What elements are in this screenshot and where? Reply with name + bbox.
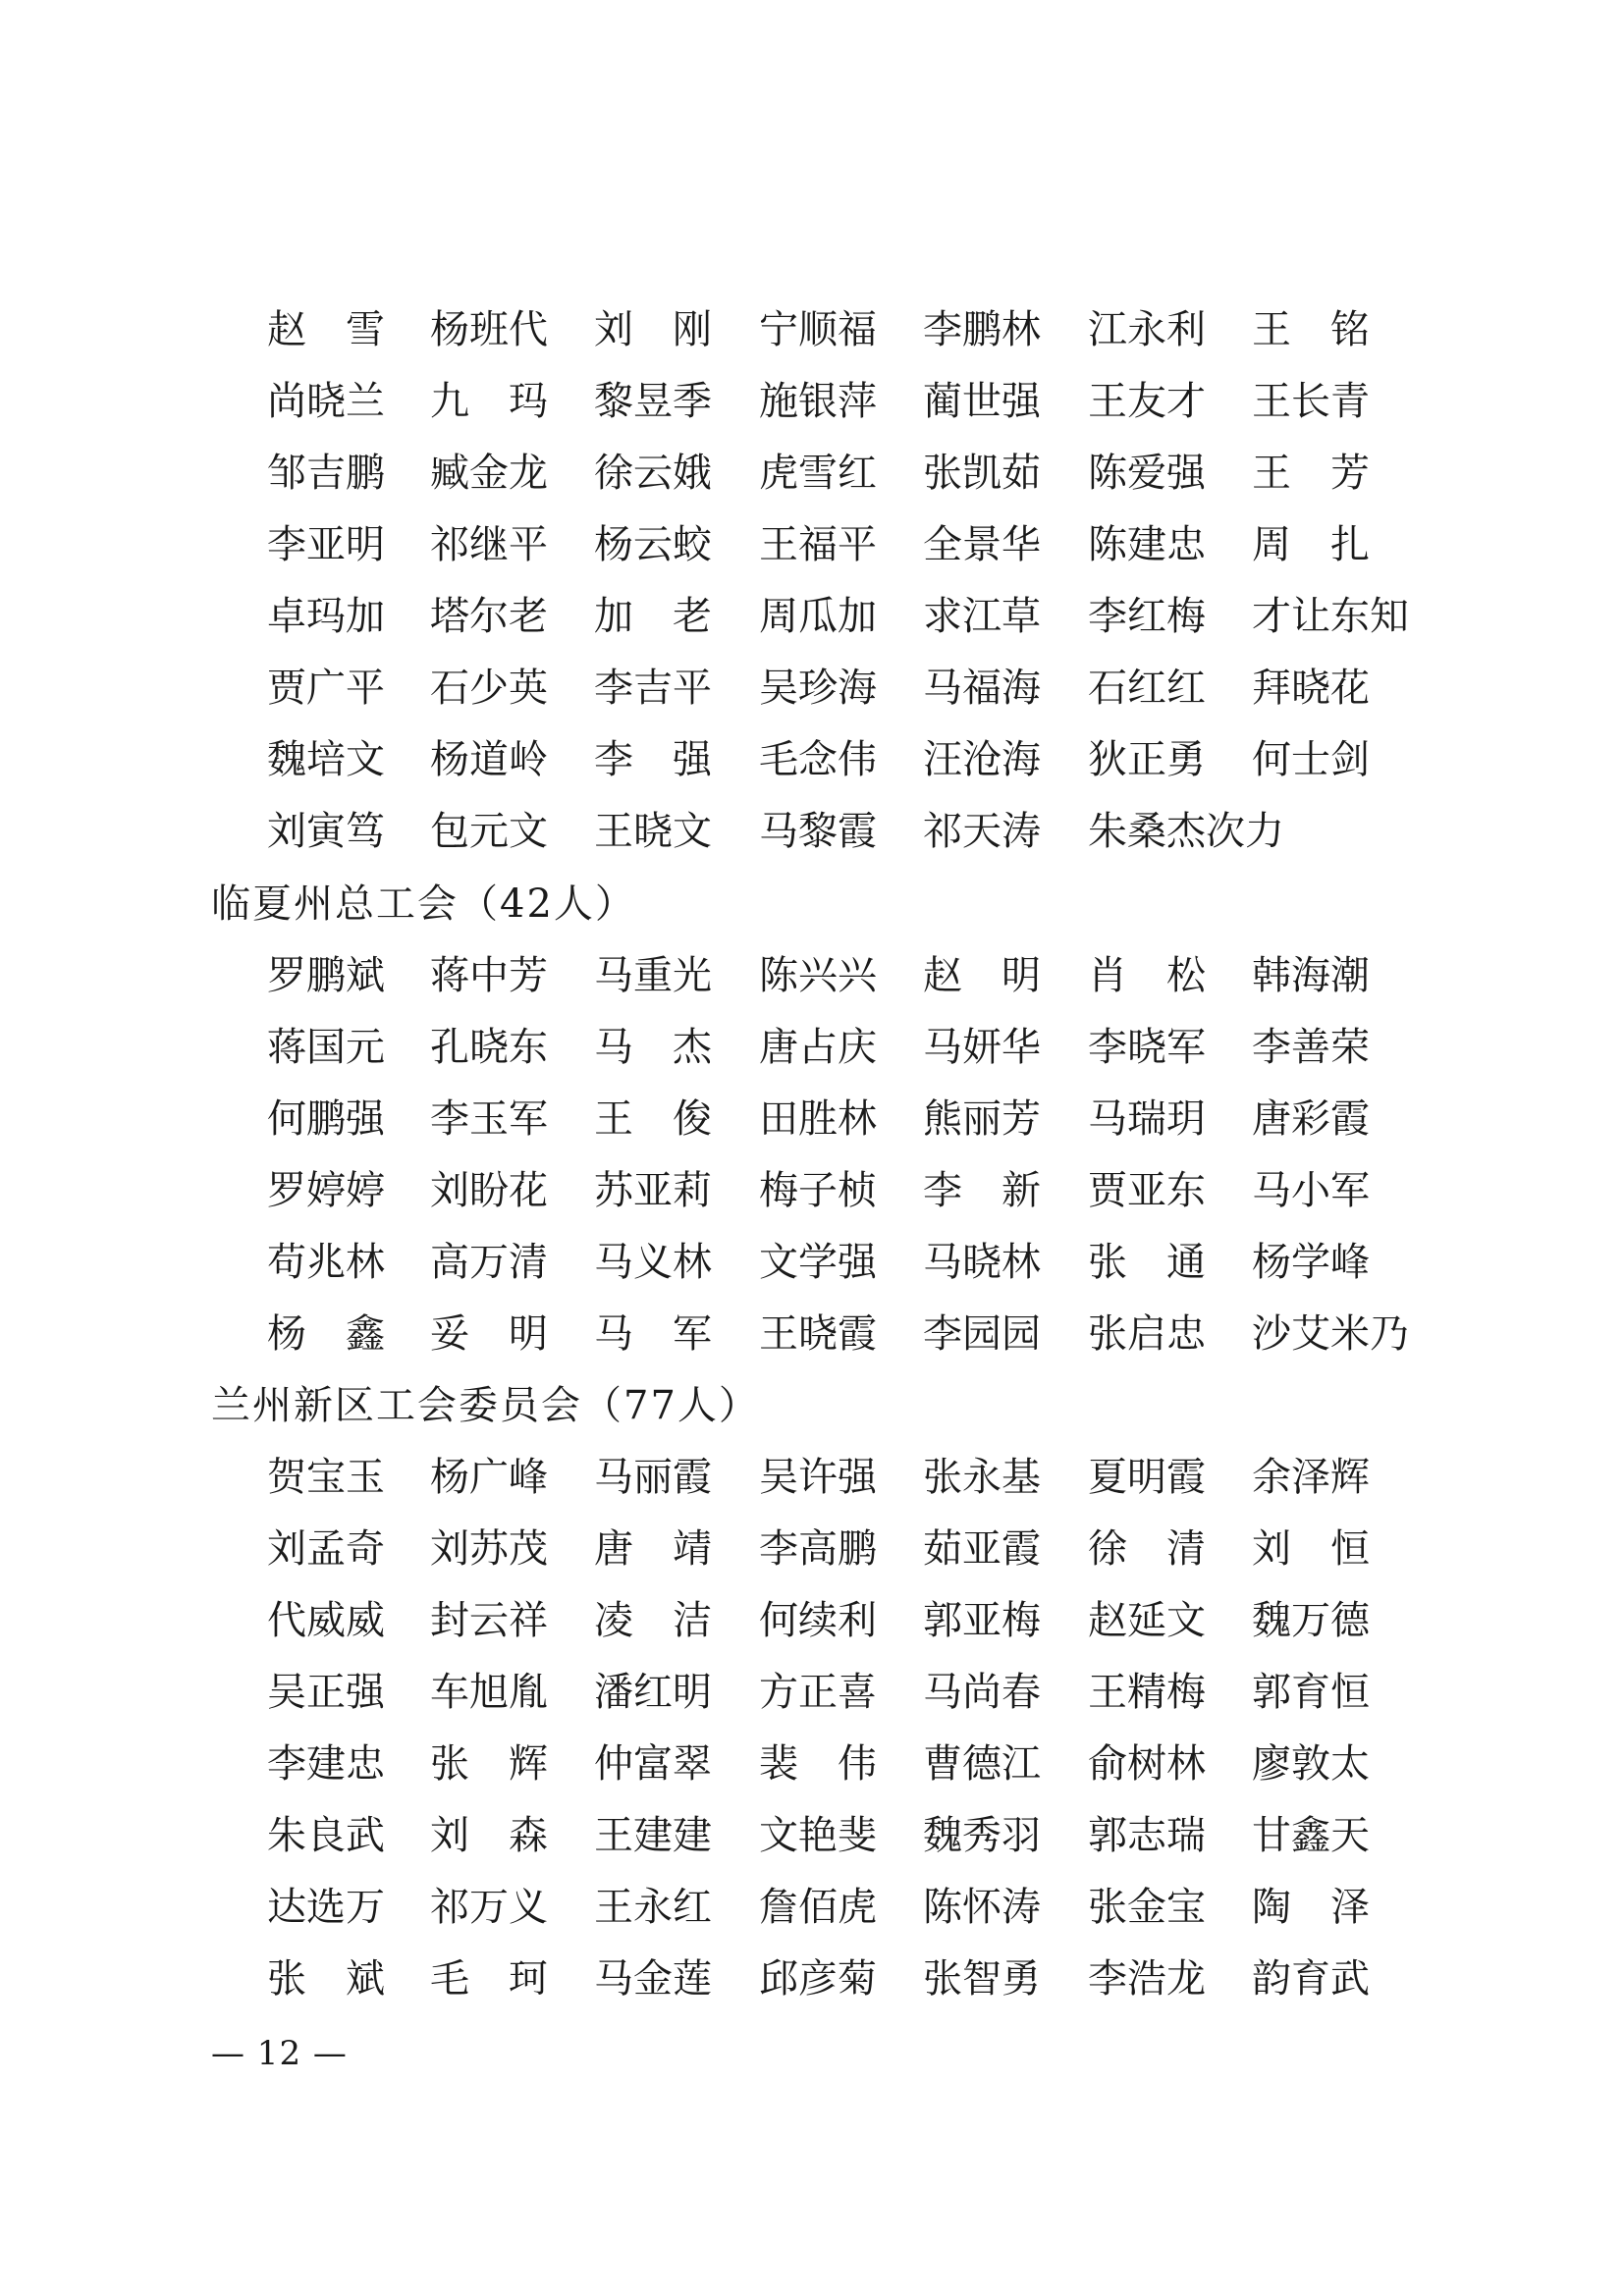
person-name: 苏亚莉	[594, 1168, 712, 1213]
person-name: 邱彦菊	[759, 1956, 877, 2002]
person-name: 施银萍	[759, 379, 877, 424]
person-name: 马瑞玥	[1088, 1096, 1206, 1142]
person-name: 石红红	[1088, 666, 1206, 711]
person-name: 杨 鑫	[267, 1311, 385, 1357]
person-name: 李亚明	[267, 522, 385, 567]
person-name: 肖 松	[1088, 953, 1206, 998]
person-name: 马 军	[594, 1311, 712, 1357]
person-name: 王精梅	[1088, 1670, 1206, 1715]
person-name: 马妍华	[923, 1025, 1041, 1070]
person-name: 李红梅	[1088, 594, 1206, 639]
person-name: 俞树林	[1088, 1741, 1206, 1787]
person-name: 魏万德	[1252, 1598, 1370, 1643]
person-name: 文艳斐	[759, 1813, 877, 1858]
person-name: 魏培文	[267, 737, 385, 782]
section-heading-linxia: 临夏州总工会（42人）	[211, 881, 636, 927]
name-row	[0, 509, 1624, 581]
person-name: 张永基	[923, 1455, 1041, 1500]
person-name: 赵 明	[923, 953, 1041, 998]
person-name: 杨学峰	[1252, 1240, 1370, 1285]
person-name: 加 老	[594, 594, 712, 639]
name-row	[0, 294, 1624, 366]
name-row	[0, 1800, 1624, 1872]
person-name: 潘红明	[594, 1670, 712, 1715]
person-name: 王建建	[594, 1813, 712, 1858]
person-name: 张启忠	[1088, 1311, 1206, 1357]
person-name: 张凯茹	[923, 451, 1041, 496]
person-name: 罗婷婷	[267, 1168, 385, 1213]
name-row	[0, 1657, 1624, 1729]
person-name: 包元文	[430, 809, 548, 854]
person-name: 杨广峰	[430, 1455, 548, 1500]
name-row	[0, 653, 1624, 724]
section-heading-lanzhou-new-area: 兰州新区工会委员会（77人）	[211, 1383, 760, 1428]
person-name: 李建忠	[267, 1741, 385, 1787]
person-name: 刘盼花	[430, 1168, 548, 1213]
person-name: 王友才	[1088, 379, 1206, 424]
person-name: 吴珍海	[759, 666, 877, 711]
person-name: 凌 洁	[594, 1598, 712, 1643]
person-name: 马晓林	[923, 1240, 1041, 1285]
name-row	[0, 724, 1624, 796]
person-name: 汪沧海	[923, 737, 1041, 782]
person-name: 达选万	[267, 1885, 385, 1930]
person-name: 陈兴兴	[759, 953, 877, 998]
name-row	[0, 940, 1624, 1012]
person-name: 郭亚梅	[923, 1598, 1041, 1643]
person-name: 王晓霞	[759, 1311, 877, 1357]
person-name: 李 强	[594, 737, 712, 782]
name-list-section-lanzhou-new-area	[0, 1442, 1624, 2015]
person-name: 蒋中芳	[430, 953, 548, 998]
person-name: 张智勇	[923, 1956, 1041, 2002]
person-name: 朱良武	[267, 1813, 385, 1858]
name-row	[0, 1872, 1624, 1944]
person-name: 朱桑杰次力	[1088, 809, 1284, 854]
person-name: 王 铭	[1252, 307, 1370, 352]
person-name: 余泽辉	[1252, 1455, 1370, 1500]
person-name: 方正喜	[759, 1670, 877, 1715]
person-name: 马义林	[594, 1240, 712, 1285]
person-name: 毛 珂	[430, 1956, 548, 2002]
person-name: 陈怀涛	[923, 1885, 1041, 1930]
person-name: 马尚春	[923, 1670, 1041, 1715]
person-name: 陈爱强	[1088, 451, 1206, 496]
person-name: 魏秀羽	[923, 1813, 1041, 1858]
person-name: 张 通	[1088, 1240, 1206, 1285]
person-name: 蔺世强	[923, 379, 1041, 424]
person-name: 徐云娥	[594, 451, 712, 496]
name-row	[0, 1155, 1624, 1227]
person-name: 九 玛	[430, 379, 548, 424]
person-name: 蒋国元	[267, 1025, 385, 1070]
person-name: 唐占庆	[759, 1025, 877, 1070]
person-name: 韵育武	[1252, 1956, 1370, 2002]
person-name: 夏明霞	[1088, 1455, 1206, 1500]
person-name: 高万清	[430, 1240, 548, 1285]
name-row	[0, 1585, 1624, 1657]
person-name: 王长青	[1252, 379, 1370, 424]
person-name: 赵延文	[1088, 1598, 1206, 1643]
name-row	[0, 1514, 1624, 1585]
person-name: 韩海潮	[1252, 953, 1370, 998]
person-name: 封云祥	[430, 1598, 548, 1643]
person-name: 张 辉	[430, 1741, 548, 1787]
name-list-section-linxia	[0, 940, 1624, 1370]
person-name: 李玉军	[430, 1096, 548, 1142]
person-name: 甘鑫天	[1252, 1813, 1370, 1858]
person-name: 贾广平	[267, 666, 385, 711]
person-name: 吴许强	[759, 1455, 877, 1500]
person-name: 马小军	[1252, 1168, 1370, 1213]
person-name: 马 杰	[594, 1025, 712, 1070]
person-name: 马金莲	[594, 1956, 712, 2002]
person-name: 刘 森	[430, 1813, 548, 1858]
person-name: 李吉平	[594, 666, 712, 711]
person-name: 周瓜加	[759, 594, 877, 639]
person-name: 孔晓东	[430, 1025, 548, 1070]
person-name: 毛念伟	[759, 737, 877, 782]
person-name: 代威威	[267, 1598, 385, 1643]
name-row	[0, 1442, 1624, 1514]
name-row	[0, 438, 1624, 509]
person-name: 马重光	[594, 953, 712, 998]
person-name: 熊丽芳	[923, 1096, 1041, 1142]
person-name: 卓玛加	[267, 594, 385, 639]
person-name: 詹佰虎	[759, 1885, 877, 1930]
person-name: 李浩龙	[1088, 1956, 1206, 2002]
person-name: 石少英	[430, 666, 548, 711]
person-name: 沙艾米乃	[1252, 1311, 1409, 1357]
person-name: 尚晓兰	[267, 379, 385, 424]
person-name: 杨班代	[430, 307, 548, 352]
page-number: — 12 —	[211, 2034, 348, 2073]
person-name: 苟兆林	[267, 1240, 385, 1285]
person-name: 周 扎	[1252, 522, 1370, 567]
person-name: 刘寅笃	[267, 809, 385, 854]
person-name: 唐彩霞	[1252, 1096, 1370, 1142]
person-name: 王晓文	[594, 809, 712, 854]
person-name: 才让东知	[1252, 594, 1409, 639]
person-name: 祁继平	[430, 522, 548, 567]
name-row	[0, 366, 1624, 438]
person-name: 狄正勇	[1088, 737, 1206, 782]
name-row	[0, 1227, 1624, 1299]
person-name: 杨云蛟	[594, 522, 712, 567]
person-name: 拜晓花	[1252, 666, 1370, 711]
person-name: 李晓军	[1088, 1025, 1206, 1070]
person-name: 茹亚霞	[923, 1526, 1041, 1572]
person-name: 何续利	[759, 1598, 877, 1643]
person-name: 陈建忠	[1088, 522, 1206, 567]
person-name: 虎雪红	[759, 451, 877, 496]
person-name: 裴 伟	[759, 1741, 877, 1787]
person-name: 妥 明	[430, 1311, 548, 1357]
person-name: 邹吉鹏	[267, 451, 385, 496]
person-name: 张金宝	[1088, 1885, 1206, 1930]
person-name: 吴正强	[267, 1670, 385, 1715]
person-name: 黎昱季	[594, 379, 712, 424]
person-name: 杨道岭	[430, 737, 548, 782]
person-name: 贾亚东	[1088, 1168, 1206, 1213]
person-name: 祁万义	[430, 1885, 548, 1930]
name-row	[0, 1944, 1624, 2015]
person-name: 何士剑	[1252, 737, 1370, 782]
person-name: 车旭胤	[430, 1670, 548, 1715]
person-name: 梅子桢	[759, 1168, 877, 1213]
person-name: 张 斌	[267, 1956, 385, 2002]
person-name: 李善荣	[1252, 1025, 1370, 1070]
person-name: 王福平	[759, 522, 877, 567]
person-name: 廖敦太	[1252, 1741, 1370, 1787]
person-name: 田胜林	[759, 1096, 877, 1142]
person-name: 贺宝玉	[267, 1455, 385, 1500]
person-name: 郭志瑞	[1088, 1813, 1206, 1858]
person-name: 宁顺福	[759, 307, 877, 352]
person-name: 马丽霞	[594, 1455, 712, 1500]
person-name: 马福海	[923, 666, 1041, 711]
name-row	[0, 1012, 1624, 1084]
person-name: 仲富翠	[594, 1741, 712, 1787]
person-name: 李鹏林	[923, 307, 1041, 352]
person-name: 马黎霞	[759, 809, 877, 854]
person-name: 陶 泽	[1252, 1885, 1370, 1930]
person-name: 王永红	[594, 1885, 712, 1930]
person-name: 臧金龙	[430, 451, 548, 496]
person-name: 罗鹏斌	[267, 953, 385, 998]
person-name: 王 芳	[1252, 451, 1370, 496]
name-row	[0, 796, 1624, 868]
person-name: 何鹏强	[267, 1096, 385, 1142]
person-name: 唐 靖	[594, 1526, 712, 1572]
person-name: 郭育恒	[1252, 1670, 1370, 1715]
person-name: 李园园	[923, 1311, 1041, 1357]
person-name: 王 俊	[594, 1096, 712, 1142]
person-name: 刘孟奇	[267, 1526, 385, 1572]
person-name: 徐 清	[1088, 1526, 1206, 1572]
name-row	[0, 1729, 1624, 1800]
person-name: 塔尔老	[430, 594, 548, 639]
person-name: 祁天涛	[923, 809, 1041, 854]
person-name: 刘苏茂	[430, 1526, 548, 1572]
person-name: 文学强	[759, 1240, 877, 1285]
name-row	[0, 1084, 1624, 1155]
person-name: 求江草	[923, 594, 1041, 639]
name-list-section-continued	[0, 294, 1624, 868]
person-name: 江永利	[1088, 307, 1206, 352]
name-row	[0, 1299, 1624, 1370]
person-name: 赵 雪	[267, 307, 385, 352]
person-name: 全景华	[923, 522, 1041, 567]
person-name: 刘 刚	[594, 307, 712, 352]
person-name: 李 新	[923, 1168, 1041, 1213]
person-name: 李高鹏	[759, 1526, 877, 1572]
person-name: 刘 恒	[1252, 1526, 1370, 1572]
person-name: 曹德江	[923, 1741, 1041, 1787]
name-row	[0, 581, 1624, 653]
